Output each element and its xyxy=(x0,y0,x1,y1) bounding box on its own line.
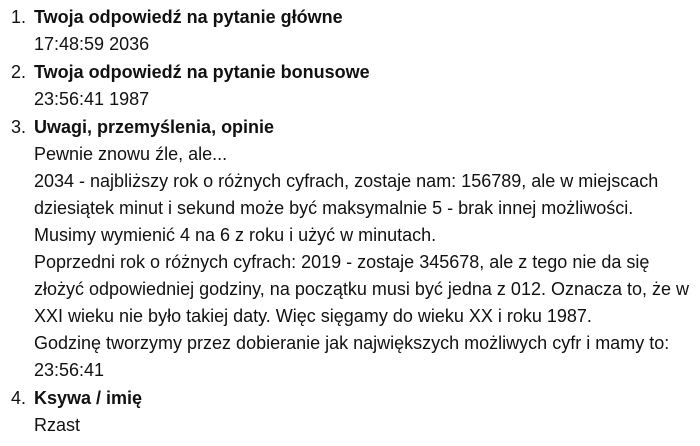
answer-paragraph: 23:56:41 1987 xyxy=(34,89,150,109)
list-item xyxy=(0,114,700,384)
answer-paragraph: 2034 - najbliższy rok o różnych cyfrach, zostaje nam: 156789, ale w miejscach dziesiątek minut i sekund może być maksymalnie 5 - brak innej możliwości. Musimy wymienić 4 na 6 z roku i użyć w minutach. xyxy=(34,171,659,245)
answer-text xyxy=(34,412,700,439)
answer-text xyxy=(34,141,694,384)
question-label: Uwagi, przemyślenia, opinie xyxy=(34,117,275,137)
item-number: 1. xyxy=(11,7,27,27)
item-number: 2. xyxy=(11,62,27,82)
question-label: Twoja odpowiedź na pytanie główne xyxy=(34,7,343,27)
item-number: 3. xyxy=(11,117,27,137)
answer-paragraph: Poprzedni rok o różnych cyfrach: 2019 - zostaje 345678, ale z tego nie da się złożyć odpowiedniej godziny, na początku musi być jedna z 012. Oznacza to, że w XXI wieku nie było takiej daty. Więc sięgamy do wieku XX i roku 1987. xyxy=(34,252,690,326)
answer-paragraph: 17:48:59 2036 xyxy=(34,34,150,54)
answer-text xyxy=(34,86,700,113)
list-item xyxy=(0,4,700,58)
answer-paragraph: Rzast xyxy=(34,415,81,435)
question-label: Ksywa / imię xyxy=(34,388,143,408)
item-number: 4. xyxy=(11,388,27,408)
question-label: Twoja odpowiedź na pytanie bonusowe xyxy=(34,62,370,82)
list-item xyxy=(0,385,700,439)
list-item xyxy=(0,59,700,113)
answer-paragraph: Godzinę tworzymy przez dobieranie jak największych możliwych cyfr i mamy to: 23:56:41 xyxy=(34,333,670,380)
answer-text xyxy=(34,31,700,58)
answer-paragraph: Pewnie znowu źle, ale... xyxy=(34,144,228,164)
